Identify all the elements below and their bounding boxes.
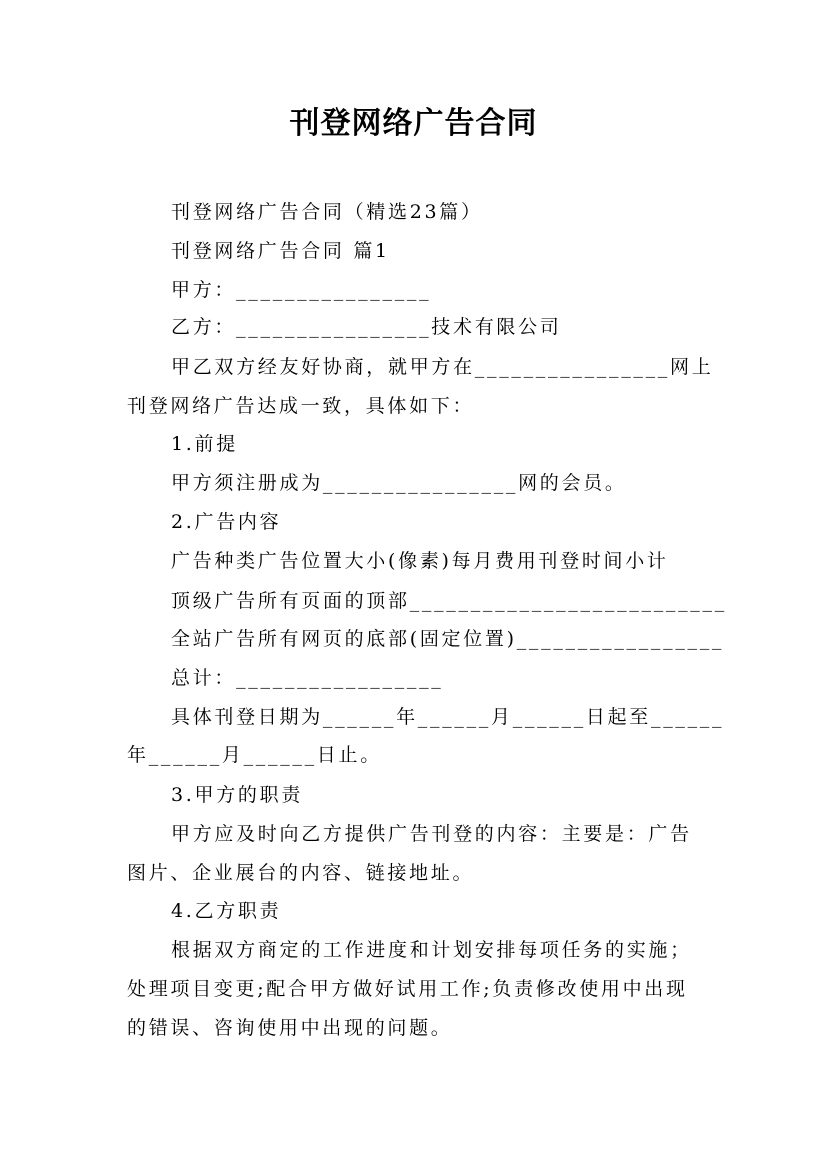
paragraph-line: 4.乙方职责 [171,900,282,922]
paragraph-line: 广告种类广告位置大小(像素)每月费用刊登时间小计 [171,550,669,572]
paragraph-line: 1.前提 [171,433,238,455]
paragraph-line: 甲方：________________ [171,279,432,301]
paragraph-line: 乙方：________________技术有限公司 [171,316,562,338]
paragraph-line: 处理项目变更;配合甲方做好试用工作;负责修改使用中出现 [127,978,688,1000]
paragraph-line: 顶级广告所有页面的顶部__________________________ [171,590,727,612]
paragraph-line: 2.广告内容 [171,511,282,533]
paragraph-line: 图片、企业展台的内容、链接地址。 [127,862,475,884]
paragraph-line: 甲乙双方经友好协商，就甲方在________________网上 [171,356,714,378]
document-title: 刊登网络广告合同 [289,106,538,141]
paragraph-line: 具体刊登日期为______年______月______日起至______ [171,706,725,728]
paragraph-line: 刊登网络广告达成一致，具体如下： [127,395,475,417]
paragraph-line: 甲方应及时向乙方提供广告刊登的内容：主要是：广告 [171,823,692,845]
paragraph-line: 总计：_________________ [171,667,444,689]
paragraph-line: 刊登网络广告合同 篇1 [171,240,390,262]
paragraph-line: 3.甲方的职责 [171,784,304,806]
paragraph-line: 的错误、咨询使用中出现的问题。 [127,1017,453,1039]
paragraph-line: 刊登网络广告合同（精选23篇） [171,201,483,223]
paragraph-line: 年______月______日止。 [127,744,382,766]
paragraph-line: 甲方须注册成为________________网的会员。 [171,472,627,494]
paragraph-line: 根据双方商定的工作进度和计划安排每项任务的实施； [171,939,692,961]
paragraph-line: 全站广告所有网页的底部(固定位置)_________________ [171,628,725,650]
